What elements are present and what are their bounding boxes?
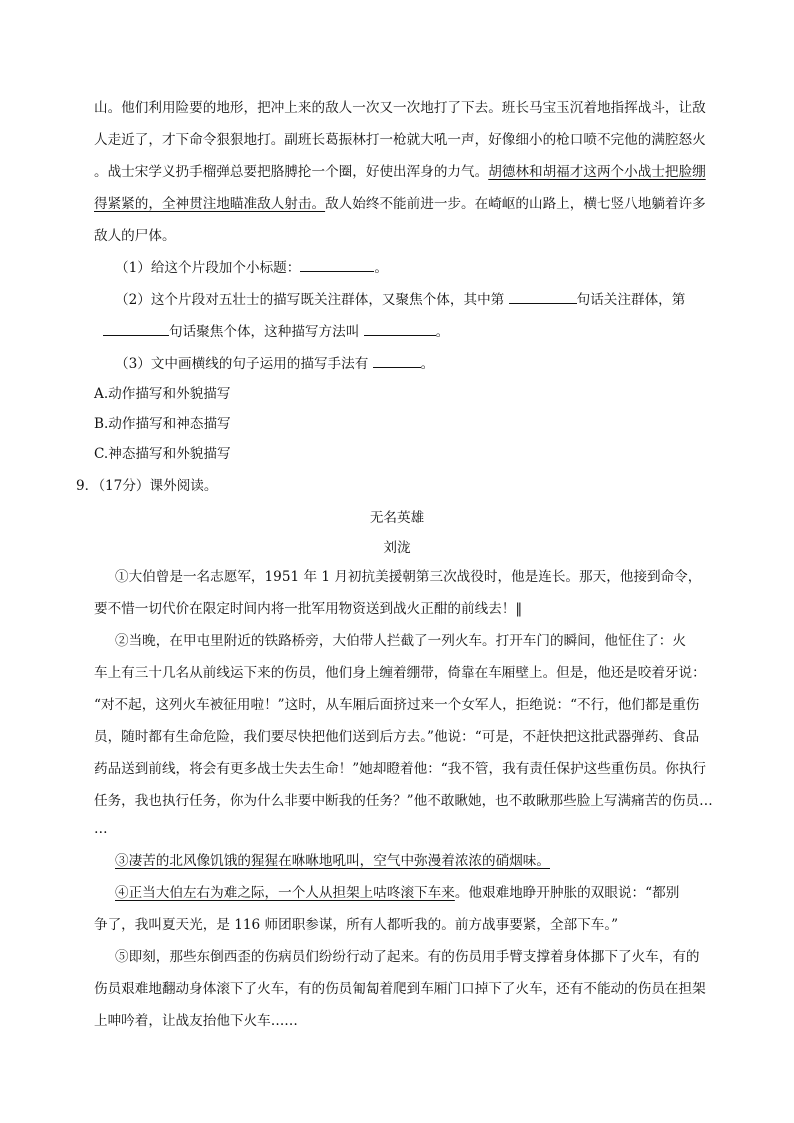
- paragraph-2-line2: 车上有三十几名从前线运下来的伤员，他们身上缠着绷带，倚靠在车厢壁上。但是，他还是咬着牙说：: [94, 665, 706, 681]
- question-2-line2: [103, 321, 733, 342]
- paragraph-2-line4: 员，随时都有生命危险，我们要尽快把他们送到后方去。”他说：“可是，不赶快把这批武器弹药、食品: [94, 729, 700, 745]
- question-2-line1: [115, 289, 745, 310]
- story-title: 无名英雄: [369, 510, 425, 526]
- paragraph-3: [115, 851, 745, 871]
- paragraph-2-line7: …: [94, 821, 108, 837]
- underlined-sentence-cont: 得紧紧的，全神贯注地瞄准敌人射击。: [94, 196, 326, 212]
- passage1-line5: 敌人的尸体。: [94, 228, 176, 244]
- answer-blank-3[interactable]: [373, 353, 421, 368]
- paragraph-2-line1: ②当晚，在甲屯里附近的铁路桥旁，大伯带人拦截了一列火车。打开车门的瞬间，他怔住了：火: [115, 633, 686, 649]
- option-c[interactable]: C.神态描写和外貌描写: [94, 446, 231, 462]
- underlined-sentence: 胡德林和胡福才这两个小战士把脸绷: [488, 164, 706, 180]
- passage1-line2: 人走近了，才下命令狠狠地打。副班长葛振林打一枪就大吼一声，好像细小的枪口喷不完他的满腔怒火: [94, 132, 706, 148]
- paragraph-2-line3: “对不起，这列火车被征用啦！”这时，从车厢后面挤过来一个女军人，拒绝说：“不行，他们都是重伤: [94, 697, 700, 713]
- question-3-end: 。: [420, 356, 435, 372]
- question-1: [115, 257, 745, 278]
- story-author: 刘泷: [383, 540, 411, 556]
- paragraph-5-line1: ⑤即刻，那些东倒西歪的伤病员们纷纷行动了起来。有的伤员用手臂支撑着身体挪下了火车，有的: [115, 949, 700, 965]
- question-3: [115, 353, 745, 374]
- option-b[interactable]: B.动作描写和神态描写: [94, 416, 231, 432]
- question-3-text: （3）文中画横线的句子运用的描写手法有: [115, 356, 369, 372]
- option-a[interactable]: A.动作描写和外貌描写: [94, 386, 231, 402]
- paragraph-4-underlined: ④正当大伯左右为难之际，一个人从担架上咕咚滚下车来: [115, 885, 455, 901]
- paragraph-4-text: 。他艰难地睁开肿胀的双眼说：“都别: [454, 885, 680, 901]
- passage1-text: 敌人始终不能前进一步。在崎岖的山路上，横七竖八地躺着许多: [325, 196, 706, 212]
- passage1-line4: [94, 194, 724, 214]
- paragraph-5-line2: 伤员艰难地翻动身体滚下了火车，有的伤员匍匐着爬到车厢门口掉下了火车，还有不能动的伤员在担架: [94, 981, 706, 997]
- paragraph-2-line6: 任务，我也执行任务，你为什么非要中断我的任务？”他不敢瞅她，也不敢瞅那些脸上写满痛苦的伤员…: [94, 793, 713, 809]
- answer-blank-1[interactable]: [300, 257, 374, 272]
- paragraph-2-line5: 药品送到前线，将会有更多战士失去生命！”她却瞪着他：“我不管，我有责任保护这些重伤员。你执行: [94, 761, 707, 777]
- passage1-line3: [94, 162, 724, 182]
- paragraph-4-line1: [115, 883, 745, 903]
- question-2-text-c: 句话聚焦个体，这种描写方法叫: [169, 324, 360, 340]
- passage1-line1: 山。他们利用险要的地形，把冲上来的敌人一次又一次地打了下去。班长马宝玉沉着地指挥战斗，让敌: [94, 100, 706, 116]
- paragraph-3-underlined: ③凄苦的北风像饥饿的猩猩在咻咻地吼叫，空气中弥漫着浓浓的硝烟味。: [115, 853, 550, 869]
- question-1-end: 。: [374, 260, 388, 276]
- paragraph-1-line2: 要不惜一切代价在限定时间内将一批军用物资送到战火正酣的前线去！‖: [94, 601, 523, 617]
- paragraph-5-line3: 上呻吟着，让战友抬他下火车……: [94, 1013, 298, 1029]
- question-2-text-b: 句话关注群体，第: [576, 292, 686, 308]
- question-9-label: 9．（17分）课外阅读。: [76, 478, 218, 494]
- passage1-text: 。战士宋学义扔手榴弹总要把胳膊抡一个圈，好使出浑身的力气。: [94, 164, 489, 180]
- question-2-text-a: （2）这个片段对五壮士的描写既关注群体，又聚焦个体，其中第: [115, 292, 505, 308]
- question-1-text: （1）给这个片段加个小标题：: [115, 260, 301, 276]
- paragraph-1-line1: ①大伯曾是一名志愿军，1951 年 1 月初抗美援朝第三次战役时，他是连长。那天，他接到命令，: [115, 569, 702, 585]
- paragraph-4-line2: 争了，我叫夏天光，是 116 师团职参谋，所有人都听我的。前方战事要紧，全部下车。”: [94, 917, 619, 933]
- question-2-end: 。: [435, 324, 450, 340]
- answer-blank-2c[interactable]: [364, 321, 436, 336]
- answer-blank-2a[interactable]: [509, 289, 577, 304]
- answer-blank-2b[interactable]: [103, 321, 169, 336]
